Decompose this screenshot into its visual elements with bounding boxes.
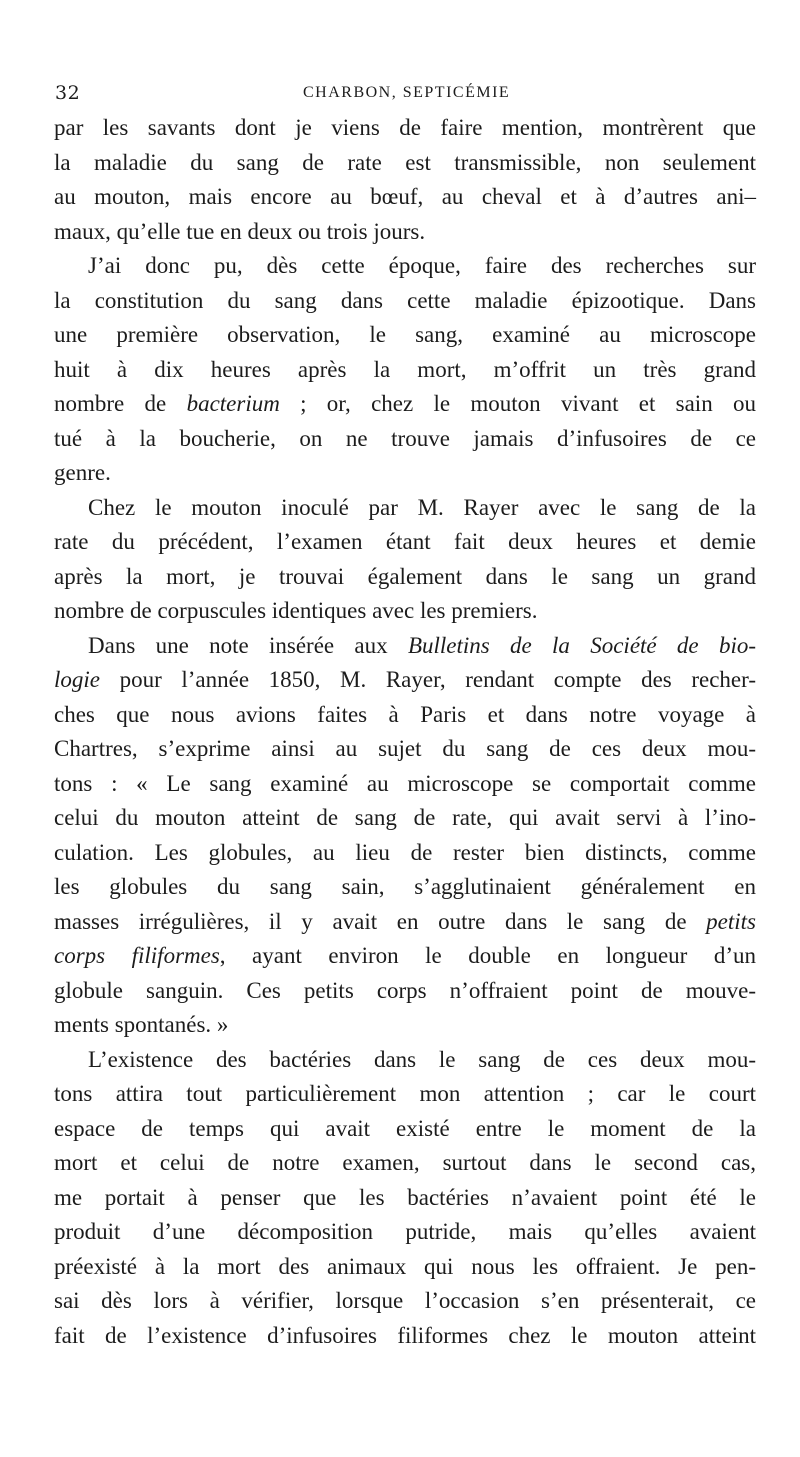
- italic-term: petits: [706, 908, 756, 934]
- page-number: 32: [55, 82, 81, 104]
- text-line: logie pour l’année 1850, M. Rayer, rendant compte des recher-: [54, 667, 756, 692]
- text-line: Chartres, s’exprime ainsi au sujet du sang de ces deux mou-: [54, 736, 756, 761]
- text-line: rate du précédent, l’examen étant fait deux heures et demie: [54, 529, 756, 554]
- text-line: globule sanguin. Ces petits corps n’offraient point de mouve-: [54, 977, 756, 1003]
- paragraph-first-line: Chez le mouton inoculé par M. Rayer avec le sang de la: [88, 494, 756, 520]
- text-line: fait de l’existence d’infusoires filiformes chez le mouton atteint: [54, 1322, 756, 1348]
- text-line: préexisté à la mort des animaux qui nous les offraient. Je pen-: [54, 1253, 756, 1279]
- text-line: tons : « Le sang examiné au microscope se comportait comme: [54, 770, 756, 796]
- text-line: tué à la boucherie, on ne trouve jamais d’infusoires de ce: [54, 425, 756, 451]
- text-line: nombre de bacterium ; or, chez le mouton vivant et sain ou: [54, 391, 756, 416]
- paragraph-first-line: Dans une note insérée aux Bulletins de la Société de bio-: [88, 632, 756, 658]
- text-line: mort et celui de notre examen, surtout dans le second cas,: [54, 1150, 756, 1175]
- text-line: me portait à penser que les bactéries n’avaient point été le: [54, 1184, 756, 1210]
- italic-term: corps filiformes: [54, 943, 220, 968]
- text-line: la constitution du sang dans cette maladie épizootique. Dans: [54, 287, 756, 313]
- body-text: [54, 111, 756, 1353]
- text-line: culation. Les globules, au lieu de rester bien distincts, comme: [54, 839, 756, 865]
- text-line: celui du mouton atteint de sang de rate, qui avait servi à l’ino-: [54, 805, 756, 830]
- text-line: une première observation, le sang, examiné au microscope: [54, 322, 756, 347]
- text-line: la maladie du sang de rate est transmissible, non seulement: [54, 149, 756, 175]
- italic-title: logie: [54, 667, 100, 692]
- page-header: [55, 82, 755, 112]
- text-line: espace de temps qui avait existé entre le moment de la: [54, 1115, 756, 1141]
- text-line: les globules du sang sain, s’agglutinaient généralement en: [54, 874, 756, 899]
- text-line: ches que nous avions faites à Paris et dans notre voyage à: [54, 701, 756, 727]
- text-line: après la mort, je trouvai également dans le sang un grand: [54, 563, 756, 589]
- text-line: ments spontanés. »: [54, 1012, 229, 1037]
- text-line: par les savants dont je viens de faire mention, montrèrent que: [54, 115, 756, 140]
- text-line: genre.: [54, 460, 111, 485]
- paragraph-first-line: J’ai donc pu, dès cette époque, faire des recherches sur: [88, 253, 756, 278]
- italic-term: bacterium: [186, 391, 280, 416]
- italic-title: Bulletins de la Société de bio-: [407, 632, 756, 658]
- text-line: sai dès lors à vérifier, lorsque l’occasion s’en présenterait, ce: [54, 1288, 756, 1313]
- text-line: nombre de corpuscules identiques avec les premiers.: [54, 598, 538, 623]
- text-line: au mouton, mais encore au bœuf, au cheval et à d’autres ani–: [54, 184, 756, 209]
- text-line: huit à dix heures après la mort, m’offrit un très grand: [54, 356, 756, 382]
- running-title: CHARBON, SEPTICÉMIE: [303, 84, 511, 101]
- text-line: corps filiformes, ayant environ le double en longueur d’un: [54, 943, 757, 968]
- paragraph-first-line: L’existence des bactéries dans le sang de ces deux mou-: [88, 1046, 756, 1072]
- text-line: tons attira tout particulièrement mon attention ; car le court: [54, 1081, 756, 1106]
- text-line: produit d’une décomposition putride, mais qu’elles avaient: [54, 1219, 756, 1244]
- text-line: masses irrégulières, il y avait en outre dans le sang de petits: [54, 908, 756, 934]
- text-line: maux, qu’elle tue en deux ou trois jours.: [54, 218, 426, 244]
